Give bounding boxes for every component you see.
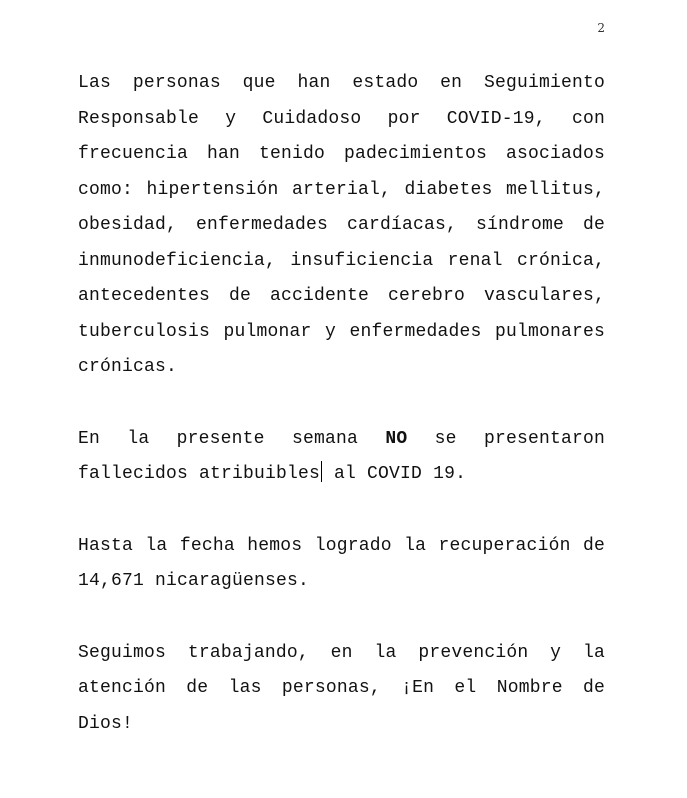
emphasis-no: NO xyxy=(385,428,408,449)
paragraph-deaths-text-end: al COVID 19. xyxy=(323,464,467,484)
paragraph-comorbidities: Las personas que han estado en Seguimiento Responsable y Cuidadoso por COVID-19, con frecuencia han tenido padecimientos asociados como: hipertensión arterial, diabetes mellitus, obesidad, enfermedades cardíacas, síndrome de inmunodeficiencia, insuficiencia renal crónica, antecedentes de accidente cerebro vasculares, tuberculosis pulmonar y enfermedades pulmonares crónicas. xyxy=(78,73,605,377)
page-number: 2 xyxy=(597,21,605,35)
paragraph-deaths-text-start: En la presente semana xyxy=(78,428,386,449)
paragraph-deaths xyxy=(78,422,605,493)
paragraph-spacer xyxy=(78,493,605,529)
document-body[interactable] xyxy=(78,66,605,742)
paragraph-closing: Seguimos trabajando, en la prevención y la atención de las personas, ¡En el Nombre de Dios! xyxy=(78,642,605,734)
paragraph-recoveries: Hasta la fecha hemos logrado la recuperación de 14,671 nicaragüenses. xyxy=(78,535,605,591)
paragraph-deaths-text-middle: se presentaron fallecidos atribuibles xyxy=(78,428,605,484)
paragraph-spacer xyxy=(78,386,605,422)
paragraph-spacer xyxy=(78,600,605,636)
text-cursor xyxy=(321,461,322,482)
